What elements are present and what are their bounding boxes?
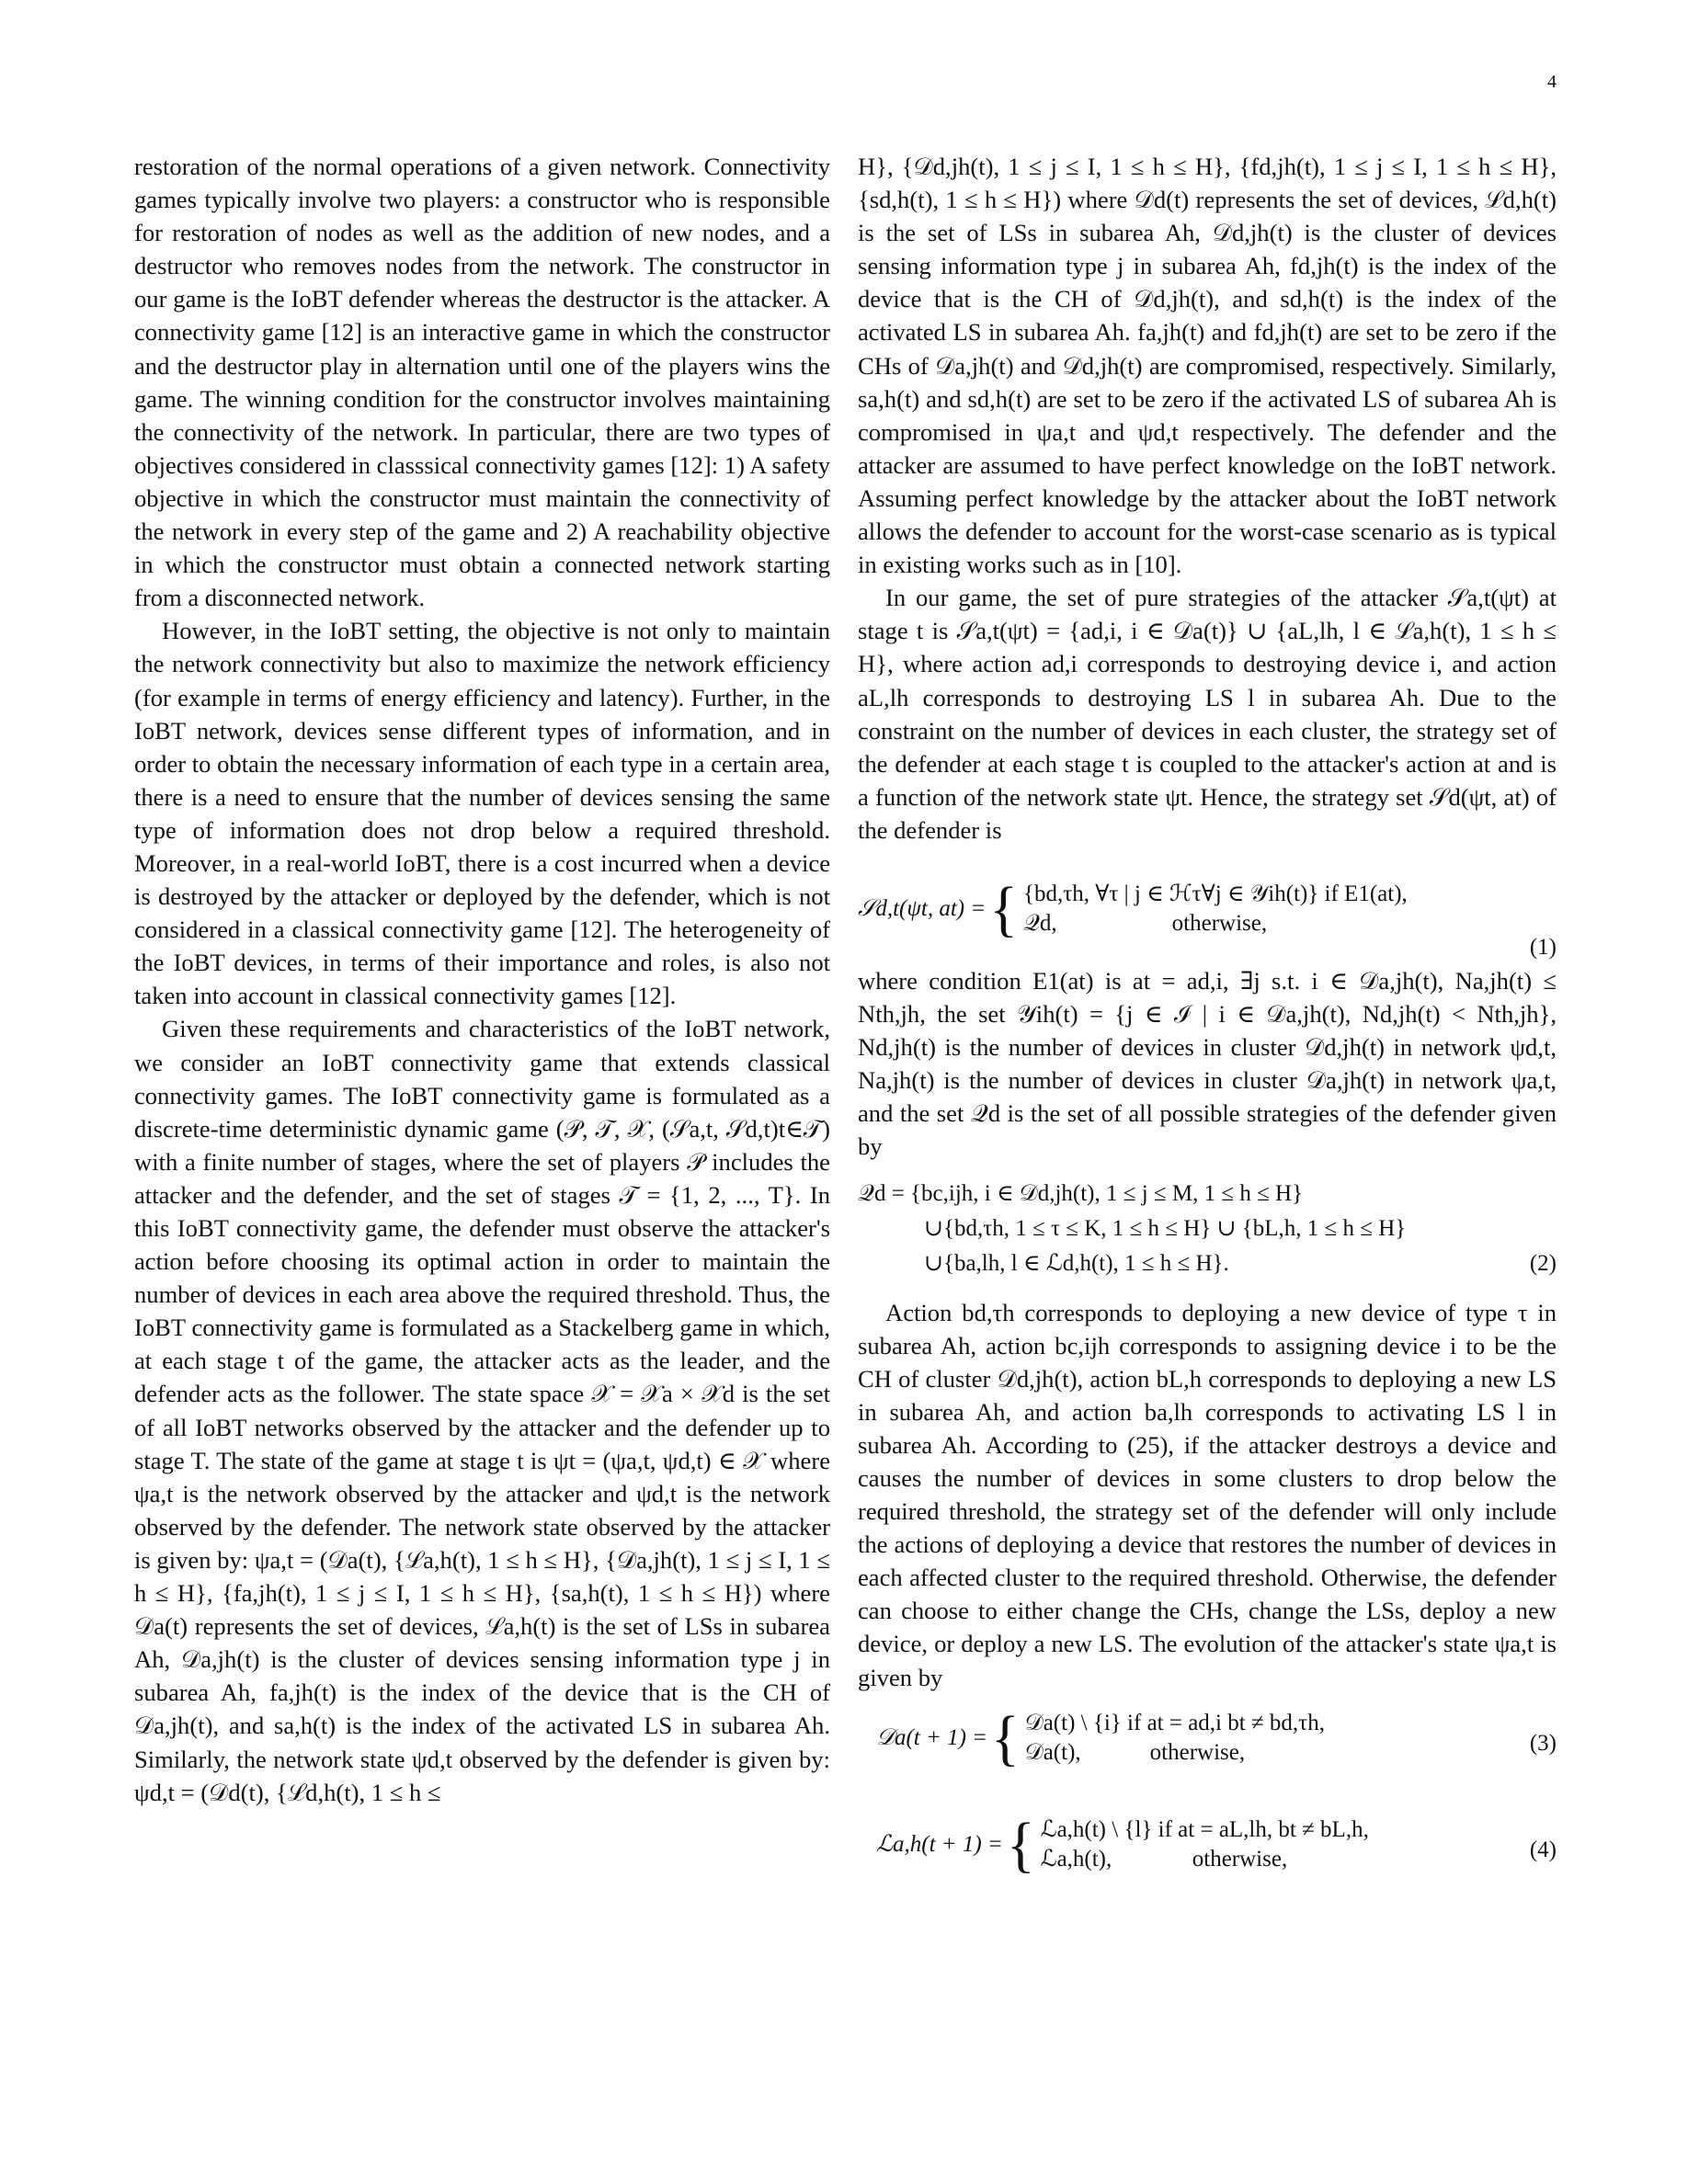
left-paragraph-1: restoration of the normal operations of a given network. Connectivity games typically involve two players: a constructor who is responsible for restoration of nodes as well as the addition of new nodes, and a destructor who removes nodes from the network. The constructor in our game is the IoBT defender whereas the destructor is the attacker. A connectivity game [12] is an interactive game in which the constructor and the destructor play in alternation until one of the players wins the game. The winning condition for the constructor involves maintaining the connectivity of the network. In particular, there are two types of objectives considered in classsical connectivity games [12]: 1) A safety objective in which the constructor must maintain the connectivity of the network in every step of the game and 2) A reachability objective in which the constructor must obtain a connected network starting from a disconnected network. [134, 153, 830, 612]
equation-1-case-2: 𝒬d, otherwise, [1022, 910, 1268, 936]
equation-4-case-1: ℒa,h(t) \ {l} if at = aL,lh, bt ≠ bL,h, [1040, 1816, 1369, 1842]
equation-1-case-1: {bd,τh, ∀τ | j ∈ ℋτ∀j ∈ 𝒴ih(t)} if E1(at), [1022, 881, 1408, 906]
equation-3-case-2: 𝒟a(t), otherwise, [1024, 1739, 1246, 1765]
equation-4 [858, 1809, 1557, 1889]
right-paragraph-2: In our game, the set of pure strategies of the attacker 𝒮a,t(ψt) at stage t is 𝒮a,t(ψt) = {ad,i, i ∈ 𝒟a(t)} ∪ {aL,lh, l ∈ ℒa,h(t), 1 ≤ h ≤ H}, where action ad,i corresponds to destroying device i, and action aL,lh corresponds to destroying LS l in subarea Ah. Due to the constraint on the number of devices in each cluster, the strategy set of the defender at each stage t is coupled to the attacker's action at and is a function of the network state ψt. Hence, the strategy set 𝒮d(ψt, at) of the defender is [858, 584, 1557, 844]
equation-1 [858, 874, 1557, 964]
equation-2 [858, 1177, 1557, 1285]
left-paragraph-2: However, in the IoBT setting, the objective is not only to maintain the network connectivity but also to maximize the network efficiency (for example in terms of energy efficiency and latency). Further, in the IoBT network, devices sense different types of information, and in order to obtain the necessary information of each type in a certain area, there is a need to ensure that the number of devices sensing the same type of information does not drop below a required threshold. Moreover, in a real-world IoBT, there is a cost incurred when a device is destroyed by the attacker or deployed by the defender, which is not considered in a classical connectivity game [12]. The heterogeneity of the IoBT devices, in terms of their importance and roles, is also not taken into account in classical connectivity games [12]. [134, 617, 830, 1010]
equation-3-brace: { [991, 1702, 1020, 1772]
equation-2-line-1: 𝒬d = {bc,ijh, i ∈ 𝒟d,jh(t), 1 ≤ j ≤ M, 1 ≤ h ≤ H} [858, 1180, 1304, 1206]
equation-2-line-2: ∪{bd,τh, 1 ≤ τ ≤ K, 1 ≤ h ≤ H} ∪ {bL,h, 1 ≤ h ≤ H} [924, 1215, 1407, 1241]
right-column [858, 150, 1557, 1889]
left-paragraph-3: Given these requirements and characteristics of the IoBT network, we consider an IoBT connectivity game that extends classical connectivity games. The IoBT connectivity game is formulated as a discrete-time deterministic dynamic game (𝒫, 𝒯, 𝒳, (𝒮a,t, 𝒮d,t)t∈𝒯) with a finite number of stages, where the set of players 𝒫 includes the attacker and the defender, and the set of stages 𝒯 = {1, 2, ..., T}. In this IoBT connectivity game, the defender must observe the attacker's action before choosing its optimal action in order to maintain the number of devices in each area above the required threshold. Thus, the IoBT connectivity game is formulated as a Stackelberg game in which, at each stage t of the game, the attacker acts as the leader, and the defender acts as the follower. The state space 𝒳 = 𝒳a × 𝒳d is the set of all IoBT networks observed by the attacker and the defender up to stage T. The state of the game at stage t is ψt = (ψa,t, ψd,t) ∈ 𝒳 where ψa,t is the network observed by the attacker and ψd,t is the network observed by the defender. The network state observed by the attacker is given by: ψa,t = (𝒟a(t), {ℒa,h(t), 1 ≤ h ≤ H}, {𝒟a,jh(t), 1 ≤ j ≤ I, 1 ≤ h ≤ H}, {fa,jh(t), 1 ≤ j ≤ I, 1 ≤ h ≤ H}, {sa,h(t), 1 ≤ h ≤ H}) where 𝒟a(t) represents the set of devices, ℒa,h(t) is the set of LSs in subarea Ah, 𝒟a,jh(t) is the cluster of devices sensing information type j in subarea Ah, fa,jh(t) is the index of the device that is the CH of 𝒟a,jh(t), and sa,h(t) is the index of the activated LS in subarea Ah. Similarly, the network state ψd,t observed by the defender is given by: ψd,t = (𝒟d(t), {ℒd,h(t), 1 ≤ h ≤ [134, 1015, 830, 1806]
equation-3-lhs: 𝒟a(t + 1) = [876, 1724, 988, 1750]
left-column [134, 150, 830, 1809]
equation-2-number: (2) [1529, 1250, 1557, 1276]
equation-2-line-3: ∪{ba,lh, l ∈ ℒd,h(t), 1 ≤ h ≤ H}. [924, 1250, 1229, 1276]
right-paragraph-4: Action bd,τh corresponds to deploying a new device of type τ in subarea Ah, action bc,ijh corresponds to assigning device i to be the CH of cluster 𝒟d,jh(t), action bL,h corresponds to deploying a new LS in subarea Ah, and action ba,lh corresponds to activating LS l in subarea Ah. According to (25), if the attacker destroys a device and causes the number of devices in some clusters to drop below the required threshold, the strategy set of the defender will only include the actions of deploying a device that restores the number of devices in each affected cluster to the required threshold. Otherwise, the defender can choose to either change the CHs, change the LSs, deploy a new device, or deploy a new LS. The evolution of the attacker's state ψa,t is given by [858, 1298, 1557, 1691]
right-paragraph-3: where condition E1(at) is at = ad,i, ∃j s.t. i ∈ 𝒟a,jh(t), Na,jh(t) ≤ Nth,jh, the set 𝒴ih(t) = {j ∈ ℐ | i ∈ 𝒟a,jh(t), Nd,jh(t) < Nth,jh}, Nd,jh(t) is the number of devices in cluster 𝒟d,jh(t) in network ψd,t, Na,jh(t) is the number of devices in cluster 𝒟a,jh(t) in network ψa,t, and the set 𝒬d is the set of all possible strategies of the defender given by [858, 966, 1557, 1161]
equation-3-case-1: 𝒟a(t) \ {i} if at = ad,i bt ≠ bd,τh, [1024, 1710, 1325, 1735]
equation-1-lhs: 𝒮d,t(ψt, at) = [858, 895, 987, 921]
equation-1-number: (1) [1529, 934, 1557, 960]
equation-1-brace: { [989, 874, 1018, 943]
right-paragraph-1: H}, {𝒟d,jh(t), 1 ≤ j ≤ I, 1 ≤ h ≤ H}, {fd,jh(t), 1 ≤ j ≤ I, 1 ≤ h ≤ H}, {sd,h(t), 1 ≤ h ≤ H}) where 𝒟d(t) represents the set of devices, ℒd,h(t) is the set of LSs in subarea Ah, 𝒟d,jh(t) is the cluster of devices sensing information type j in subarea Ah, fd,jh(t) is the index of the device that is the CH of 𝒟d,jh(t), and sd,h(t) is the index of the activated LS in subarea Ah. fa,jh(t) and fd,jh(t) are set to be zero if the CHs of 𝒟a,jh(t) and 𝒟d,jh(t) are compromised, respectively. Similarly, sa,h(t) and sd,h(t) are set to be zero if the activated LS of subarea Ah is compromised in ψa,t and ψd,t respectively. The defender and the attacker are assumed to have perfect knowledge on the IoBT network. Assuming perfect knowledge by the attacker about the IoBT network allows the defender to account for the worst-case scenario as is typical in existing works such as in [10]. [858, 153, 1557, 579]
equation-4-brace: { [1006, 1809, 1035, 1879]
equation-3 [858, 1702, 1557, 1782]
equation-4-lhs: ℒa,h(t + 1) = [876, 1831, 1003, 1857]
page-number: 4 [1547, 72, 1557, 92]
equation-4-case-2: ℒa,h(t), otherwise, [1040, 1846, 1288, 1871]
equation-4-number: (4) [1529, 1837, 1557, 1862]
equation-3-number: (3) [1529, 1730, 1557, 1756]
